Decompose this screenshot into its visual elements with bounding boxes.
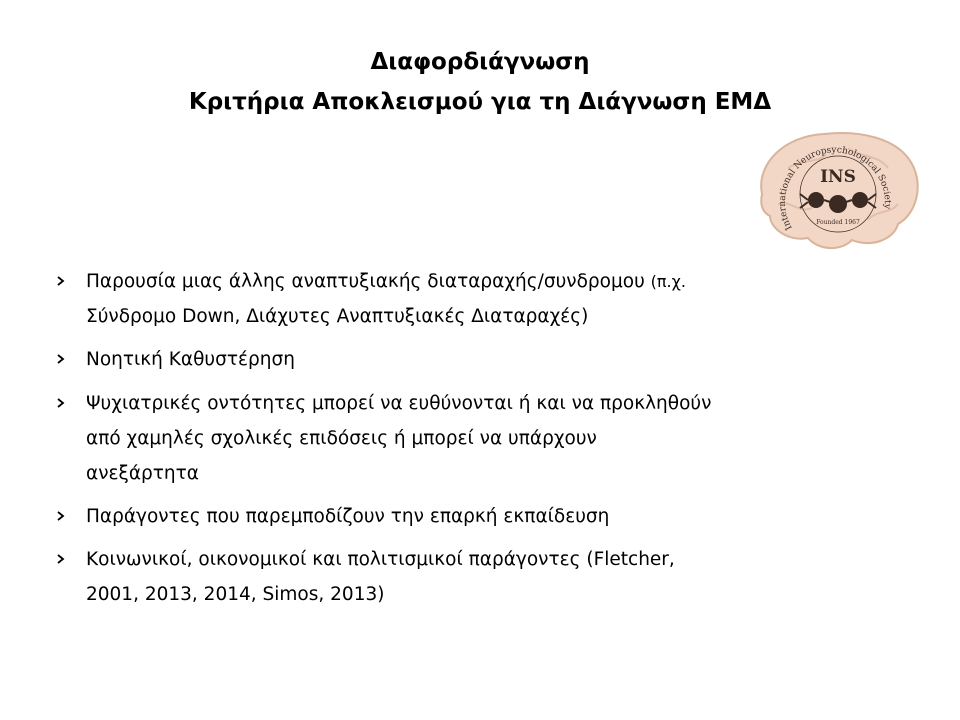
bullet-item bbox=[52, 264, 912, 334]
chevron-right-icon bbox=[55, 275, 67, 287]
bullet-item bbox=[52, 499, 912, 534]
title-line-2: Κριτήρια Αποκλεισμού για τη Διάγνωση ΕΜΔ bbox=[188, 89, 772, 115]
chevron-right-icon bbox=[55, 353, 67, 365]
bullet-item bbox=[52, 342, 912, 377]
chevron-right-icon bbox=[55, 553, 67, 565]
logo-ring-text: International Neuropsychological Society bbox=[777, 145, 892, 232]
ins-logo bbox=[748, 124, 924, 256]
title-line-1: Διαφορδιάγνωση bbox=[370, 49, 590, 75]
bullet-text: Παράγοντες που παρεμποδίζουν την επαρκή εκπαίδευση bbox=[86, 506, 610, 527]
bullet-list bbox=[52, 264, 912, 612]
bullet-item bbox=[52, 542, 912, 612]
chevron-right-icon bbox=[55, 397, 67, 409]
logo-abbrev: INS bbox=[820, 167, 856, 187]
bullet-text: Παρουσία μιας άλλης αναπτυξιακής διαταραχής/συνδρομου bbox=[86, 271, 651, 292]
bullet-text-line-2: Σύνδρομο Down, Διάχυτες Αναπτυξιακές Διαταραχές) bbox=[86, 306, 589, 327]
bullet-text: Νοητική Καθυστέρηση bbox=[86, 349, 295, 370]
bullet-item bbox=[52, 386, 912, 491]
slide-title bbox=[0, 42, 960, 122]
bullet-text: Κοινωνικοί, οικονομικοί και πολιτισμικοί παράγοντες (Fletcher, bbox=[86, 549, 675, 570]
bullet-text-line-3: ανεξάρτητα bbox=[86, 463, 199, 484]
logo-founded: Founded 1967 bbox=[816, 219, 860, 226]
bullet-text-line-2: 2001, 2013, 2014, Simos, 2013) bbox=[86, 584, 385, 605]
chevron-right-icon bbox=[55, 510, 67, 522]
bullet-text-line-2: από χαμηλές σχολικές επιδόσεις ή μπορεί να υπάρχουν bbox=[86, 428, 597, 449]
bullet-text: Ψυχιατρικές οντότητες μπορεί να ευθύνονται ή και να προκληθούν bbox=[86, 393, 712, 414]
bullet-note: (π.χ. bbox=[650, 272, 686, 291]
